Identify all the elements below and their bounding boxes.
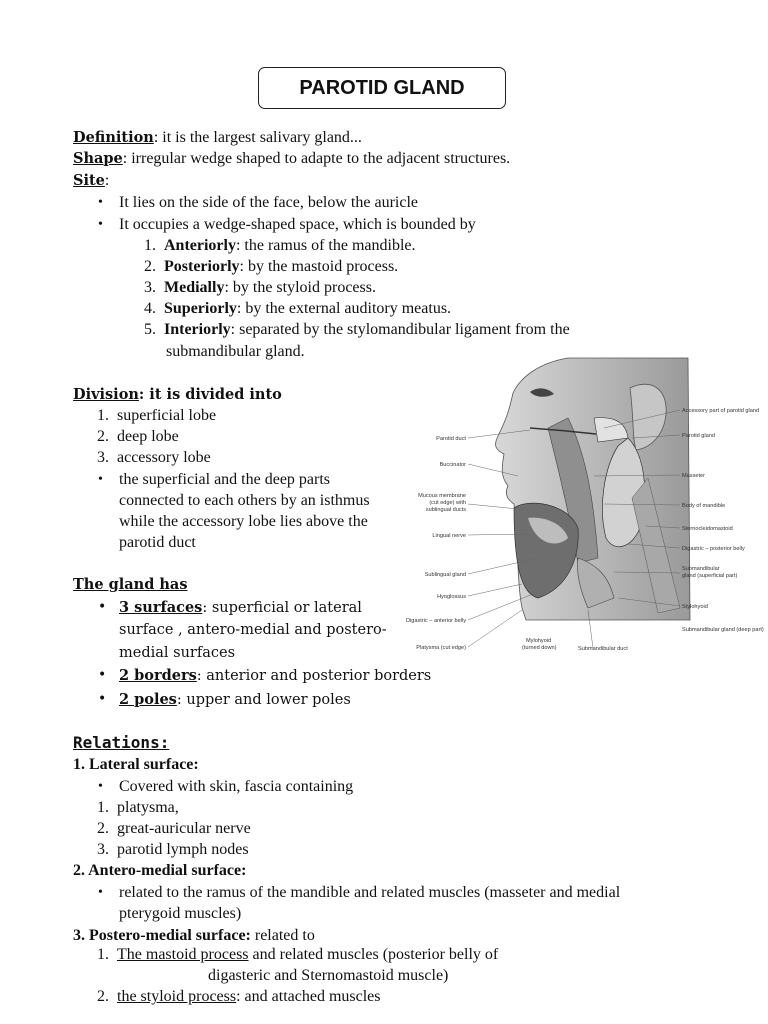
item-num: 3.: [97, 841, 109, 858]
site-bullet-1: • It lies on the side of the face, below the auricle: [119, 192, 418, 213]
division-label: Division: [73, 386, 139, 403]
item-text: platysma,: [117, 799, 179, 816]
fig-label: Platysma (cut edge): [416, 645, 466, 651]
fig-label: Masseter: [682, 473, 706, 479]
bound-5: [144, 319, 570, 340]
borders-label: 2 borders: [119, 667, 197, 684]
figure-labels-bottom: [522, 638, 628, 652]
item-underlined: The mastoid process: [117, 946, 249, 963]
item-text: and related muscles (posterior belly of: [248, 946, 499, 963]
item-num: 1.: [97, 946, 109, 963]
fig-label: Accessory part of parotid gland: [682, 408, 760, 414]
postero-item-1-continued: digasteric and Sternomastoid muscle): [208, 967, 449, 984]
lateral-surface-title: 1. Lateral surface:: [73, 756, 199, 773]
bound-term: Medially: [164, 279, 225, 296]
fig-label: Hyoglossus: [437, 594, 466, 600]
site-bullet-2: • It occupies a wedge-shaped space, which is bounded by: [119, 214, 476, 235]
head-illustration: [496, 358, 690, 620]
postero-medial-line: [73, 925, 315, 946]
bound-5-continued: submandibular gland.: [166, 343, 305, 360]
bound-num: 3.: [144, 279, 156, 296]
bound-term: Superiorly: [164, 300, 237, 317]
borders-text: : anterior and posterior borders: [196, 668, 432, 684]
item-num: 1.: [97, 407, 109, 424]
bound-text: : by the external auditory meatus.: [236, 300, 452, 317]
item-num: 2.: [97, 428, 109, 445]
lateral-item-2: [97, 818, 251, 839]
site-line: [73, 170, 109, 191]
fig-label: Digastric – posterior belly: [682, 546, 745, 552]
item-text: great-auricular nerve: [117, 820, 251, 837]
fig-label: Buccinator: [439, 462, 466, 468]
division-bullet-line-4: parotid duct: [119, 534, 196, 551]
fig-label: Submandibular duct: [578, 646, 628, 652]
fig-label: sublingual ducts: [425, 507, 466, 513]
fig-label: Submandibular: [682, 566, 720, 572]
site-colon: :: [104, 172, 110, 189]
postero-medial-title: 3. Postero-medial surface:: [73, 927, 251, 944]
item-text: superficial lobe: [117, 407, 217, 424]
bound-num: 4.: [144, 300, 156, 317]
item-num: 3.: [97, 449, 109, 466]
fig-label: (cut edge) with: [429, 500, 466, 506]
postero-item-1: [97, 944, 498, 965]
bound-1: [144, 235, 416, 256]
poles-line: [119, 689, 351, 711]
poles-text: : upper and lower poles: [176, 692, 351, 708]
definition-line: [73, 127, 362, 148]
gland-has-heading: The gland has: [73, 576, 188, 593]
figure-labels-right: [682, 408, 764, 633]
surfaces-line-2: surface , antero-medial and postero-: [119, 622, 387, 638]
division-bullet-line-1: • the superficial and the deep parts: [119, 469, 330, 490]
bound-2: [144, 256, 398, 277]
bound-3: [144, 277, 376, 298]
item-num: 2.: [97, 820, 109, 837]
antero-medial-title: 2. Antero-medial surface:: [73, 862, 247, 879]
fig-label: Sternocleidomastoid: [682, 526, 733, 532]
fig-label: Digastric – anterior belly: [405, 618, 466, 624]
shape-text: : irregular wedge shaped to adapte to the adjacent structures.: [122, 150, 511, 167]
fig-label: Mucous membrane: [418, 493, 466, 499]
fig-label: Parotid gland: [682, 433, 715, 439]
division-item-1: [97, 405, 216, 426]
definition-text: : it is the largest salivary gland...: [153, 129, 362, 146]
fig-label: Submandibular gland (deep part): [682, 627, 764, 633]
shape-label: Shape: [73, 150, 123, 167]
fig-label: gland (superficial part): [682, 573, 738, 579]
division-line: [73, 384, 282, 406]
bound-term: Interiorly: [164, 321, 231, 338]
bound-num: 2.: [144, 258, 156, 275]
shape-line: [73, 148, 510, 169]
title-box: [258, 67, 506, 109]
bound-text: : the ramus of the mandible.: [235, 237, 416, 254]
figure-labels-left: [406, 436, 466, 651]
borders-line: [119, 665, 431, 687]
fig-label: Parotid duct: [436, 436, 466, 442]
division-bullet-line-3: while the accessory lobe lies above the: [119, 513, 368, 530]
item-text: parotid lymph nodes: [117, 841, 249, 858]
fig-label: Sublingual gland: [424, 572, 466, 578]
relations-heading: Relations:: [73, 733, 170, 752]
item-text: accessory lobe: [117, 449, 211, 466]
division-item-2: [97, 426, 179, 447]
surfaces-line-3: medial surfaces: [119, 645, 236, 661]
bound-text: : by the styloid process.: [224, 279, 376, 296]
poles-label: 2 poles: [119, 691, 177, 708]
antero-bullet-line-2: pterygoid muscles): [119, 905, 242, 922]
item-num: 2.: [97, 988, 109, 1005]
item-text: : and attached muscles: [236, 988, 381, 1005]
item-text: deep lobe: [117, 428, 179, 445]
site-label: Site: [73, 172, 105, 189]
bound-4: [144, 298, 451, 319]
bound-num: 1.: [144, 237, 156, 254]
surfaces-line: [119, 597, 362, 619]
surfaces-label: 3 surfaces: [119, 599, 203, 616]
fig-label: Lingual nerve: [432, 533, 466, 539]
parotid-anatomy-figure: [405, 358, 764, 658]
fig-label: (turned down): [522, 645, 557, 651]
bound-term: Anteriorly: [164, 237, 236, 254]
division-text: : it is divided into: [138, 386, 282, 403]
postero-medial-rest: related to: [250, 927, 315, 944]
fig-label: Mylohyoid: [526, 638, 552, 644]
division-bullet-line-2: connected to each others by an isthmus: [119, 492, 370, 509]
fig-label: Stylohyoid: [682, 604, 708, 610]
surfaces-text: : superficial or lateral: [202, 600, 362, 616]
antero-bullet-line-1: • related to the ramus of the mandible and related muscles (masseter and medial: [119, 882, 620, 903]
bound-text: : by the mastoid process.: [239, 258, 399, 275]
postero-item-2: [97, 986, 380, 1007]
bound-num: 5.: [144, 321, 156, 338]
definition-label: Definition: [73, 129, 154, 146]
lateral-item-1: [97, 797, 179, 818]
division-item-3: [97, 447, 211, 468]
bound-text: : separated by the stylomandibular ligament from the: [230, 321, 570, 338]
bound-term: Posteriorly: [164, 258, 240, 275]
item-num: 1.: [97, 799, 109, 816]
lateral-bullet: • Covered with skin, fascia containing: [119, 776, 353, 797]
page-title: PAROTID GLAND: [299, 76, 465, 99]
fig-label: Body of mandible: [682, 503, 726, 509]
lateral-item-3: [97, 839, 249, 860]
item-underlined: the styloid process: [117, 988, 237, 1005]
